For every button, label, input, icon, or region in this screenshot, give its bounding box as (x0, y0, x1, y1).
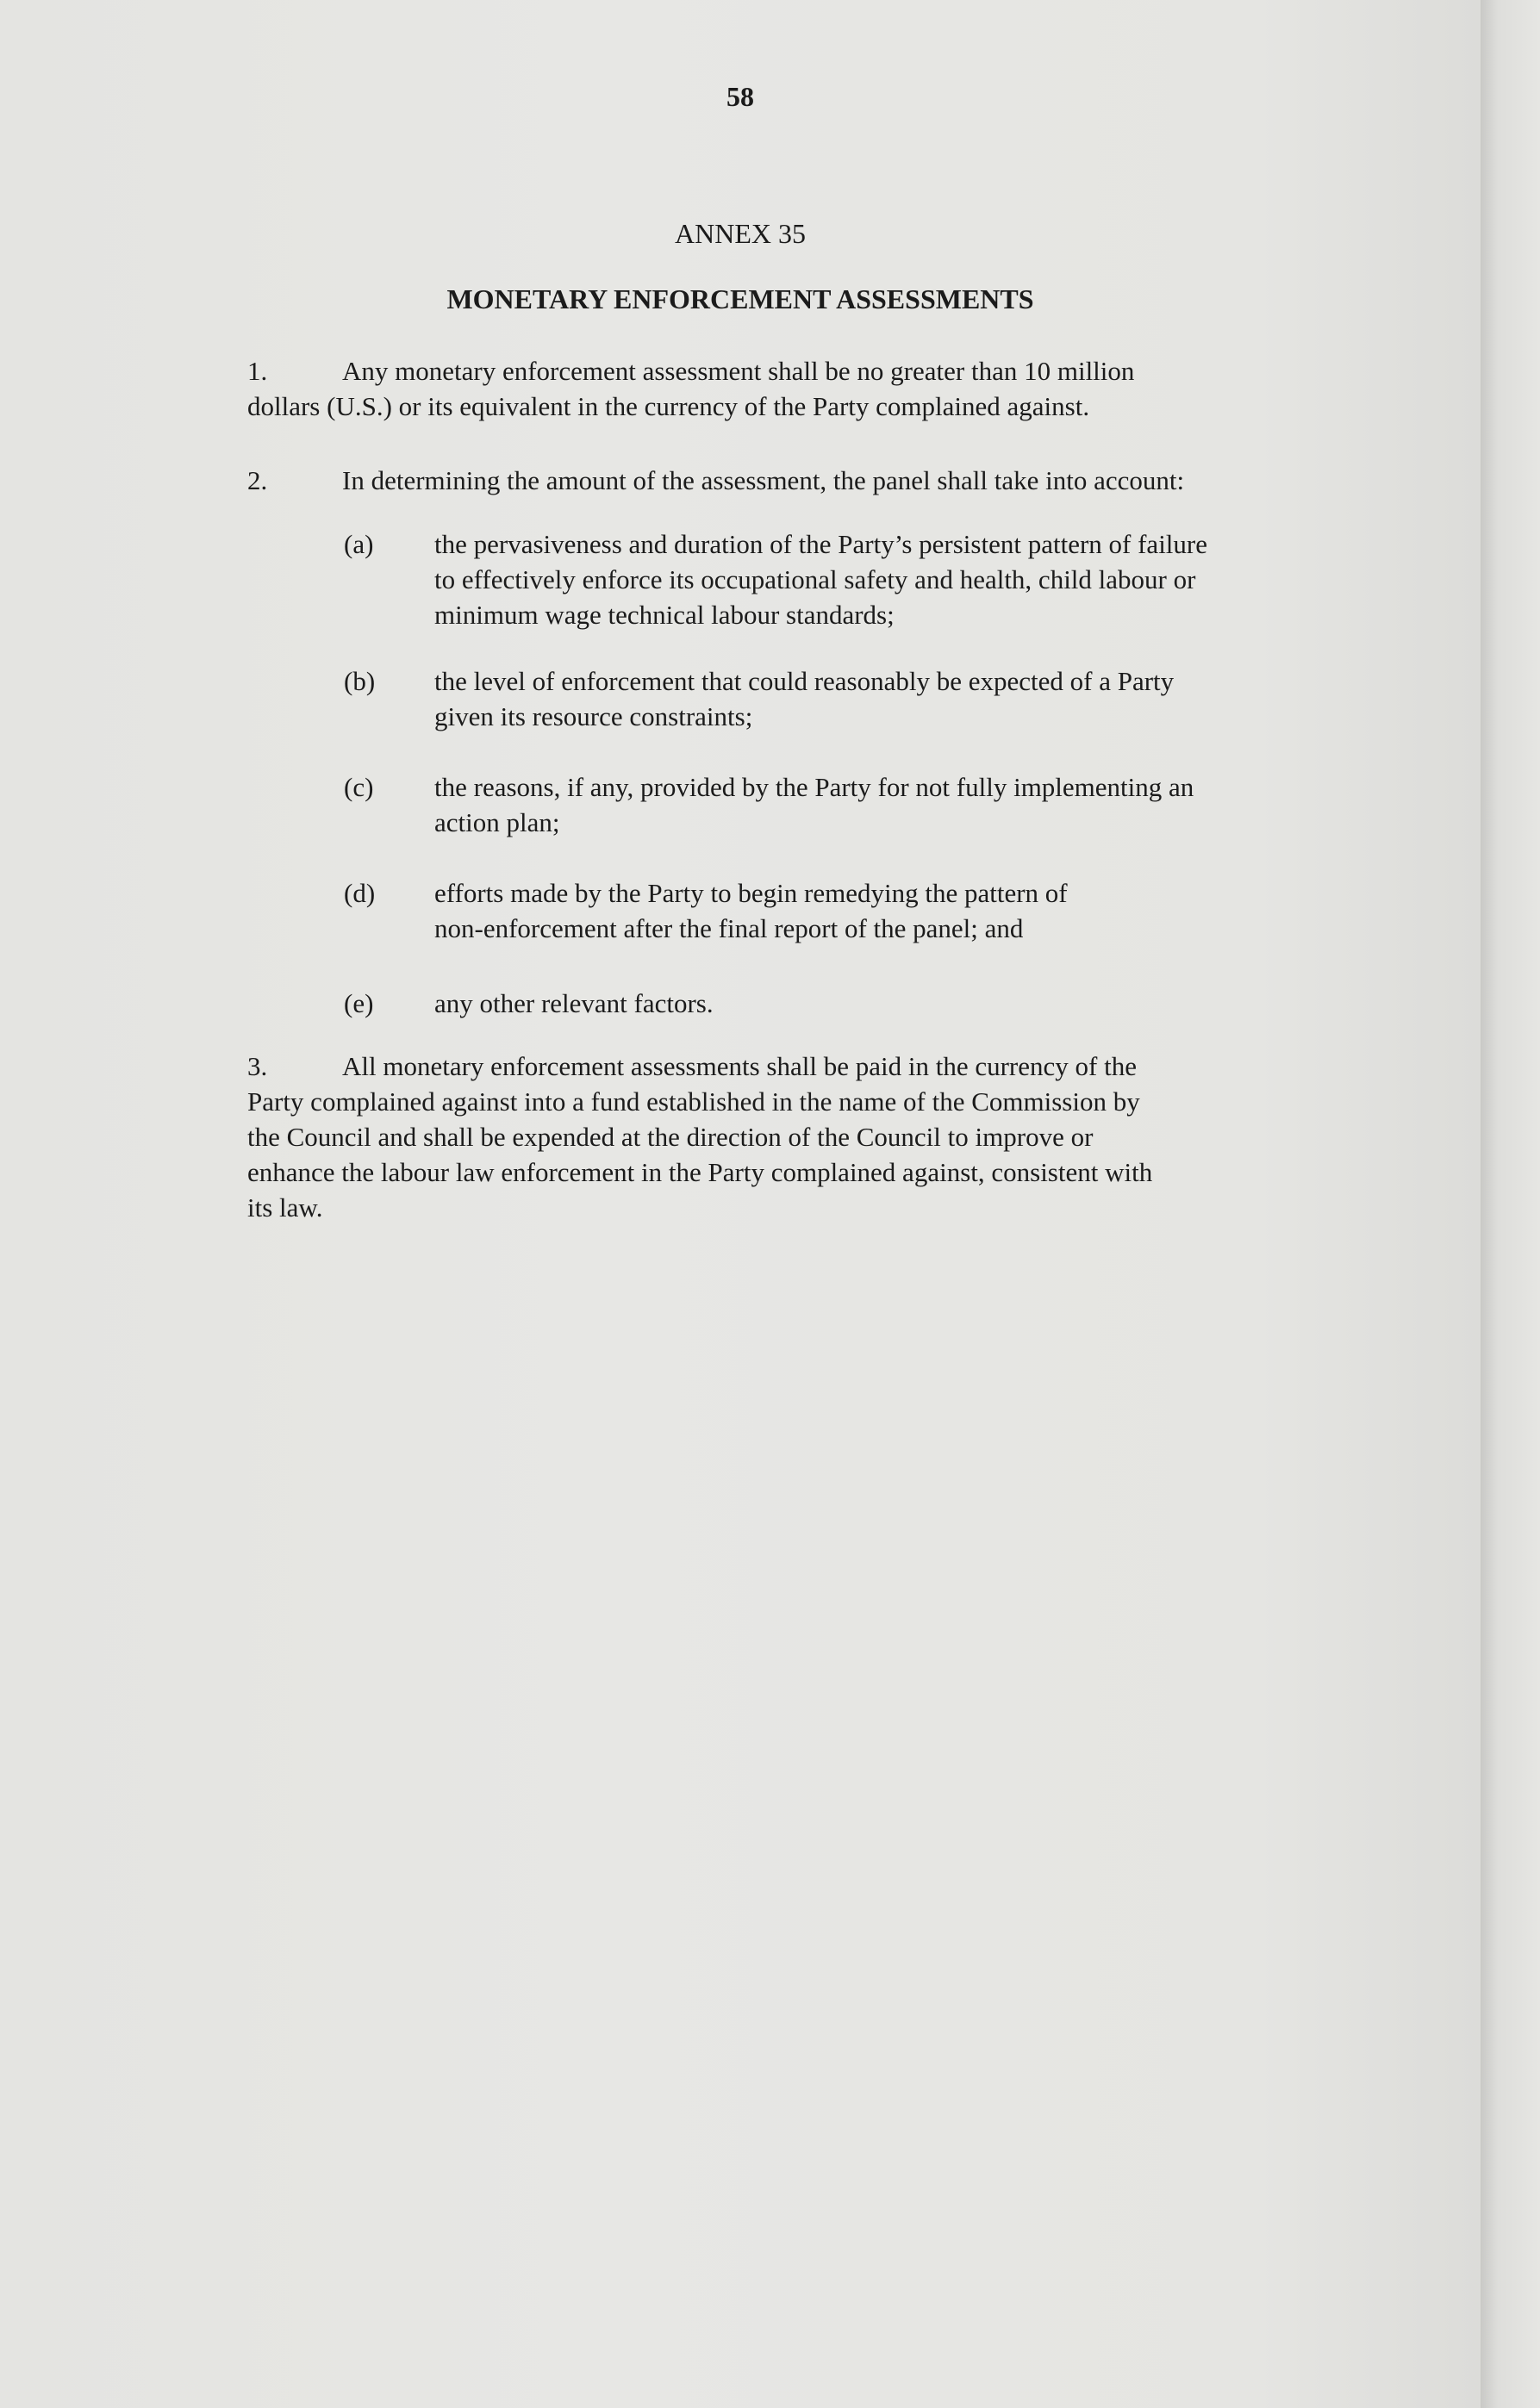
list-item-line: efforts made by the Party to begin remedying the pattern of (434, 878, 1068, 908)
paragraph-2-line-1 (247, 463, 1350, 498)
paragraph-2-number: 2. (247, 465, 268, 495)
list-item-line: to effectively enforce its occupational safety and health, child labour or (434, 564, 1196, 594)
paragraph-1-line-2: dollars (U.S.) or its equivalent in the currency of the Party complained against. (247, 391, 1090, 421)
paragraph-1-text-1: Any monetary enforcement assessment shall be no greater than 10 million (342, 356, 1135, 386)
page-number: 58 (726, 81, 754, 112)
list-item-line: non-enforcement after the final report of the panel; and (434, 913, 1024, 943)
paragraph-3-line: its law. (247, 1192, 323, 1223)
list-item-label: (a) (344, 529, 374, 559)
list-item-line: the reasons, if any, provided by the Party for not fully implementing an (434, 772, 1194, 802)
list-item-label: (b) (344, 666, 376, 696)
paragraph-3-line-1 (247, 1048, 1350, 1084)
paragraph-3-text-1: All monetary enforcement assessments shall be paid in the currency of the (342, 1051, 1137, 1081)
document-title: MONETARY ENFORCEMENT ASSESSMENTS (446, 283, 1034, 314)
paragraph-2-text-1: In determining the amount of the assessment, the panel shall take into account: (342, 465, 1185, 495)
paragraph-1 (247, 353, 1350, 424)
paragraph-3-line: enhance the labour law enforcement in the Party complained against, consistent with (247, 1157, 1153, 1187)
paragraph-3-line: the Council and shall be expended at the direction of the Council to improve or (247, 1122, 1094, 1152)
list-item-line: the level of enforcement that could reasonably be expected of a Party (434, 666, 1175, 696)
list-item-label: (d) (344, 878, 376, 908)
list-item-line: the pervasiveness and duration of the Party’s persistent pattern of failure (434, 529, 1208, 559)
paragraph-3-line: Party complained against into a fund established in the name of the Commission by (247, 1086, 1140, 1117)
list-item-line: minimum wage technical labour standards; (434, 600, 895, 630)
paragraph-3 (247, 1048, 1350, 1225)
paragraph-2 (247, 463, 1350, 498)
paragraph-1-number: 1. (247, 356, 268, 386)
list-item-line: action plan; (434, 807, 560, 837)
list-item-label: (c) (344, 772, 374, 802)
list-item-line: given its resource constraints; (434, 701, 753, 731)
annex-heading: ANNEX 35 (675, 218, 806, 249)
page-edge (1481, 0, 1540, 2408)
paragraph-3-number: 3. (247, 1051, 268, 1081)
paragraph-1-line-1 (247, 353, 1350, 389)
list-item-line: any other relevant factors. (434, 988, 714, 1018)
list-item-label: (e) (344, 988, 374, 1018)
